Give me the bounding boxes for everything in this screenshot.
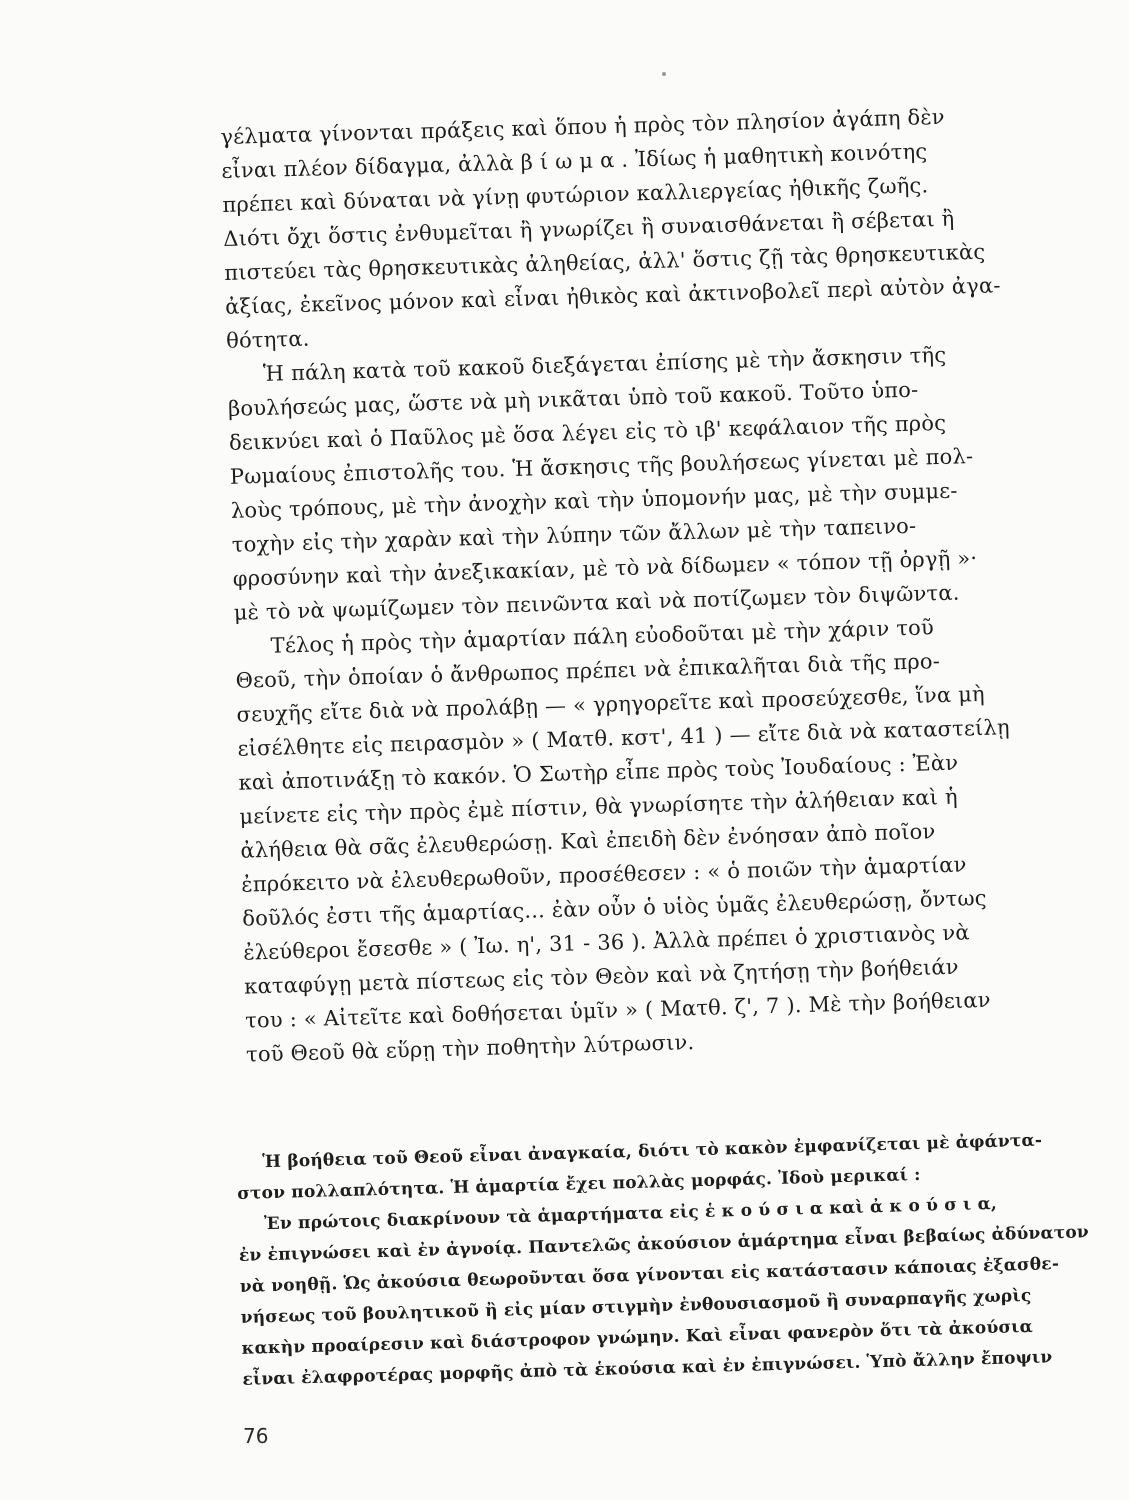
main-text-line: εἶναι πλέον δίδαγμα, ἀλλὰ β ί ω μ α . Ἰδίως ἡ μαθητικὴ κοινότης xyxy=(221,139,928,183)
main-text-line: τοχὴν εἰς τὴν χαρὰν καὶ τὴν λύπην τῶν ἄλλων μὲ τὴν ταπεινο- xyxy=(231,513,917,557)
footnote-line: στον πολλαπλότητα. Ἡ ἁμαρτία ἔχει πολλὰς μορφάς. Ἰδοὺ μερικαί : xyxy=(237,1164,921,1204)
footnote-line: εἶναι ἐλαφροτέρας μορφῆς ἀπὸ τὰ ἑκούσια καὶ ἐν ἐπιγνώσει. Ὑπὸ ἄλλην ἔποψιν xyxy=(242,1347,1053,1390)
main-text-line: Θεοῦ, τὴν ὁποίαν ὁ ἄνθρωπος πρέπει νὰ ἐπικαλῆται διὰ τῆς προ- xyxy=(235,649,941,693)
main-text-line: δοῦλός ἐστι τῆς ἁμαρτίας... ἐὰν οὖν ὁ υἱὸς ὑμᾶς ἐλευθερώσῃ, ὄντως xyxy=(241,885,987,931)
footnote-line: νὰ νοηθῇ. Ὡς ἀκούσια θεωροῦνται ὅσα γίνονται εἰς κατάστασιν κάποιας ἐξασθε- xyxy=(239,1254,1060,1297)
main-text-line: καὶ ἀποτινάξῃ τὸ κακόν. Ὁ Σωτὴρ εἶπε πρὸς τοὺς Ἰουδαίους : Ἐὰν xyxy=(238,750,959,795)
main-text-line: Διότι ὄχι ὅστις ἐνθυμεῖται ἢ γνωρίζει ἢ συναισθάνεται ἢ σέβεται ἢ xyxy=(222,206,955,251)
main-text-line: Ρωμαίους ἐπιστολῆς του. Ἡ ἄσκησις τῆς βουλήσεως γίνεται μὲ πολ- xyxy=(229,444,974,489)
main-text-line: φροσύνην καὶ τὴν ἀνεξικακίαν, μὲ τὸ νὰ δίδωμεν « τόπον τῇ ὀργῇ »· xyxy=(232,546,978,591)
main-text-line: Τέλος ἡ πρὸς τὴν ἁμαρτίαν πάλη εὐοδοῦται μὲ τὴν χάριν τοῦ xyxy=(270,615,935,658)
footnote-block xyxy=(236,1125,1090,1396)
main-text-line: ἀλήθεια θὰ σᾶς ἐλευθερώσῃ. Καὶ ἐπειδὴ δὲν ἐνόησαν ἀπὸ ποῖον xyxy=(240,819,936,863)
footnote-line: ἐν ἐπιγνώσει καὶ ἐν ἀγνοίᾳ. Παντελῶς ἀκούσιον ἁμάρτημα εἶναι βεβαίως ἀδύνατον xyxy=(238,1222,1090,1266)
footnote-line: νήσεως τοῦ βουλητικοῦ ἢ εἰς μίαν στιγμὴν ἐνθουσιασμοῦ ἢ συναρπαγῆς χωρὶς xyxy=(240,1285,1032,1328)
main-text-line: εἰσέλθητε εἰς πειρασμὸν » ( Ματθ. κστ', 41 ) — εἴτε διὰ νὰ καταστείλῃ xyxy=(237,715,1011,761)
main-text-line: του : « Αἰτεῖτε καὶ δοθήσεται ὑμῖν » ( Ματθ. ζ', 7 ). Μὲ τὴν βοήθειαν xyxy=(244,987,991,1033)
main-text-line: βουλήσεώς μας, ὥστε νὰ μὴ νικᾶται ὑπὸ τοῦ κακοῦ. Τοῦτο ὑπο- xyxy=(227,377,919,421)
main-text-line: ἐπρόκειτο νὰ ἐλευθερωθοῦν, προσέθεσεν : « ὁ ποιῶν τὴν ἁμαρτίαν xyxy=(241,852,967,897)
main-text-line: θότητα. xyxy=(225,326,310,353)
ink-speck xyxy=(662,72,666,76)
page-number: 76 xyxy=(243,1424,269,1448)
footnote-line: κακὴν προαίρεσιν καὶ διάστροφον γνώμην. Καὶ εἶναι φανερὸν ὅτι τὰ ἀκούσια xyxy=(241,1316,1034,1359)
main-text-line: δεικνύει καὶ ὁ Παῦλος μὲ ὅσα λέγει εἰς τὸ ιβ' κεφάλαιον τῆς πρὸς xyxy=(228,410,947,455)
main-text-line: μὲ τὸ νὰ ψωμίζωμεν τὸν πεινῶντα καὶ νὰ ποτίζωμεν τὸν διψῶντα. xyxy=(233,580,960,625)
main-text-line: ἀξίας, ἐκεῖνος μόνον καὶ εἶναι ἠθικὸς καὶ ἀκτινοβολεῖ περὶ αὐτὸν ἀγα- xyxy=(224,273,1001,319)
main-text-line: πρέπει καὶ δύναται νὰ γίνῃ φυτώριον καλλιεργείας ἠθικῆς ζωῆς. xyxy=(222,173,929,217)
main-text-line: πιστεύει τὰς θρησκευτικὰς ἀληθείας, ἀλλ' ὅστις ζῇ τὰς θρησκευτικὰς xyxy=(223,239,986,285)
main-text-line: γέλματα γίνονται πράξεις καὶ ὅπου ἡ πρὸς τὸν πλησίον ἀγάπη δὲν xyxy=(220,104,946,149)
main-text-line: μείνετε εἰς τὴν πρὸς ἐμὲ πίστιν, θὰ γνωρίσητε τὴν ἀλήθειαν καὶ ἡ xyxy=(239,784,959,829)
main-text-line: λοὺς τρόπους, μὲ τὴν ἀνοχὴν καὶ τὴν ὑπομονήν μας, μὲ τὴν συμμε- xyxy=(230,478,958,523)
main-text-line: τοῦ Θεοῦ θὰ εὕρῃ τὴν ποθητὴν λύτρωσιν. xyxy=(245,1030,695,1067)
footnote-line: Ἐν πρώτοις διακρίνουν τὰ ἁμαρτήματα εἰς ἑ κ ο ύ σ ι α καὶ ἀ κ ο ύ σ ι α, xyxy=(263,1193,998,1235)
main-text-line: σευχῆς εἴτε διὰ νὰ προλάβῃ — « γρηγορεῖτε καὶ προσεύχεσθε, ἵνα μὴ xyxy=(236,681,986,727)
main-text-line: ἐλεύθεροι ἔσεσθε » ( Ἰω. η', 31 - 36 ). Ἀλλὰ πρέπει ὁ χριστιανὸς νὰ xyxy=(242,920,971,965)
main-text-line: καταφύγῃ μετὰ πίστεως εἰς τὸν Θεὸν καὶ νὰ ζητήσῃ τὴν βοήθειάν xyxy=(243,954,960,999)
main-text-line: Ἡ πάλη κατὰ τοῦ κακοῦ διεξάγεται ἐπίσης μὲ τὴν ἄσκησιν τῆς xyxy=(262,342,947,386)
footnote-line: Ἡ βοήθεια τοῦ Θεοῦ εἶναι ἀναγκαία, διότι τὸ κακὸν ἐμφανίζεται μὲ ἀφάντα- xyxy=(262,1130,1043,1173)
main-text-block xyxy=(220,96,1096,1071)
